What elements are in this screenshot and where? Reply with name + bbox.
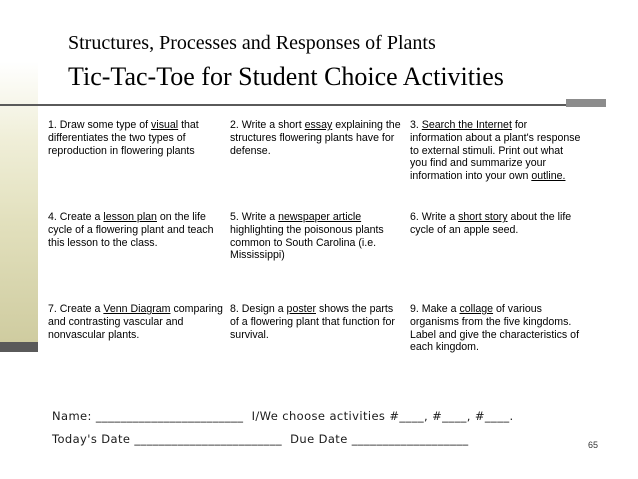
activity-cell-8: 8. Design a poster shows the parts of a flowering plant that function for survival. bbox=[230, 303, 395, 341]
activity-keyword: outline. bbox=[531, 170, 566, 183]
activity-keyword: essay bbox=[304, 119, 333, 131]
activity-keyword: lesson plan bbox=[103, 211, 157, 223]
activity-keyword: poster bbox=[286, 303, 316, 315]
left-accent-bar-bottom bbox=[0, 342, 38, 352]
dates-line: Today's Date ________________________ Due Date ___________________ bbox=[52, 432, 469, 446]
left-accent-bar bbox=[0, 0, 38, 342]
title-rule bbox=[0, 104, 566, 106]
activity-keyword: newspaper article bbox=[278, 211, 362, 223]
activity-cell-2: 2. Write a short essay explaining the structures flowering plants have for defense. bbox=[230, 119, 401, 157]
page-number: 65 bbox=[588, 440, 599, 450]
activity-cell-1: 1. Draw some type of visual that differentiates the two types of reproduction in flowering plants bbox=[48, 119, 199, 157]
title-rule-accent bbox=[566, 99, 606, 107]
activity-cell-5: 5. Write a newspaper article highlighting the poisonous plants common to South Carolina (i.e. Mississippi) bbox=[230, 211, 384, 262]
activity-cell-9: 9. Make a collage of various organisms from the five kingdoms. Label and give the characteristics of each kingdom. bbox=[410, 303, 580, 354]
activity-keyword: collage bbox=[459, 303, 494, 315]
activity-cell-3: 3. Search the Internet for information about a plant's response to external stimuli. Print out what you find and summarize your information into your own outline. bbox=[410, 119, 581, 183]
activity-cell-4: 4. Create a lesson plan on the life cycle of a flowering plant and teach this lesson to the class. bbox=[48, 211, 214, 249]
slide-title-line1: Structures, Processes and Responses of Plants bbox=[68, 32, 436, 54]
name-and-choices-line: Name: ________________________ I/We choose activities #____, #____, #____. bbox=[52, 409, 514, 423]
activity-cell-6: 6. Write a short story about the life cycle of an apple seed. bbox=[410, 211, 572, 236]
activity-keyword: Search the Internet bbox=[421, 119, 512, 131]
tic-tac-toe-grid bbox=[48, 119, 588, 395]
activity-cell-7: 7. Create a Venn Diagram comparing and contrasting vascular and nonvascular plants. bbox=[48, 303, 223, 341]
activity-keyword: short story bbox=[458, 211, 508, 223]
slide-title-line2: Tic-Tac-Toe for Student Choice Activities bbox=[68, 62, 504, 91]
activity-keyword: Venn Diagram bbox=[103, 303, 171, 315]
activity-keyword: visual bbox=[151, 119, 179, 131]
